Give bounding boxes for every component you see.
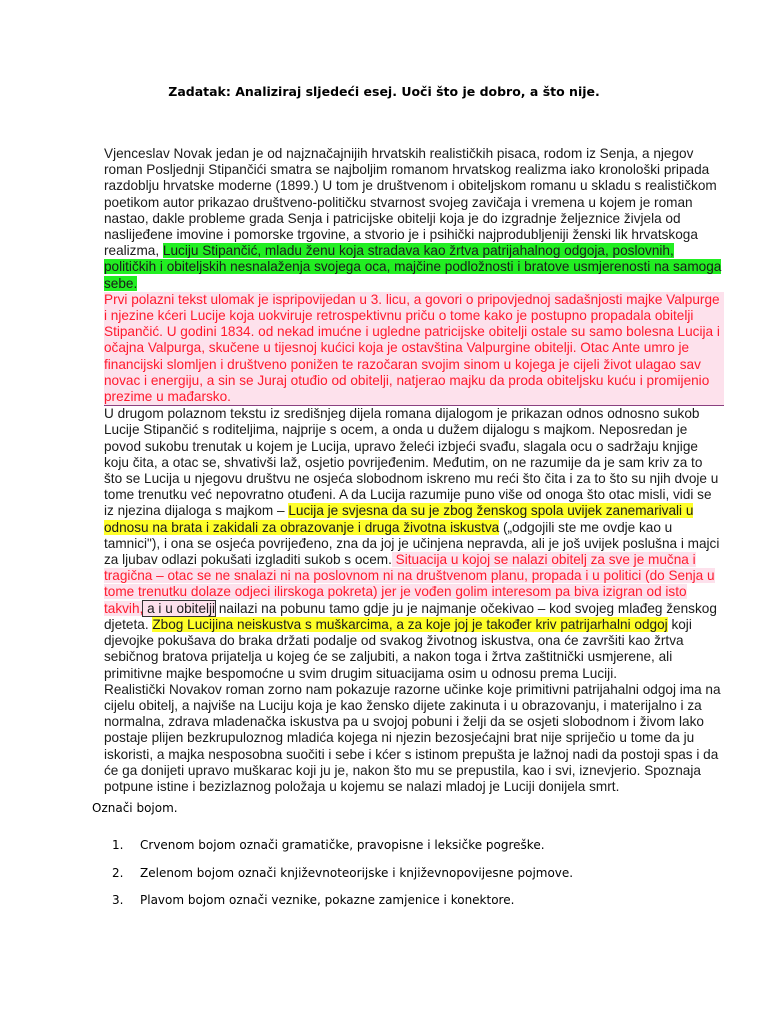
essay-text: U drugom polaznom tekstu iz središnjeg dijela romana dijalogom je prikazan odnos odnosno sukob Lucije Stipančić s roditeljima, najprije s ocem, a onda u dužem dijalogu s majkom. Neposredan je povod sukobu trenutak u kojem je Lucija, upravo želeći izbjeći svađu, slagala ocu o sadržaju knjige koju čita, a otac se, shvativši laž, osjetio povrijeđenim. Međutim, on ne razumije da je sam kriv za to što se Lucija u njegovu društvu ne osjeća slobodnom iskreno mu reći što čita i za to što su njih dvoje u tome trenutku već nepovratno otuđeni. A da Lucija razumije puno više od onoga što otac misli, vidi se iz njezina dijaloga s majkom – — [104, 406, 719, 519]
task-item — [112, 838, 712, 866]
essay-paragraph-3 — [104, 406, 724, 681]
selected-text: a i u obitelji — [143, 600, 216, 616]
task-number: 3. — [112, 893, 124, 907]
yellow-highlight: Zbog Lucijina neiskustva s muškarcima, a za koje joj je također kriv patrijarhalni odgoj — [152, 616, 668, 632]
task-text: Zelenom bojom označi književnoteorijske i književnopovijesne pojmove. — [140, 865, 574, 880]
essay-text: Vjenceslav Novak jedan je od najznačajnijih hrvatskih realističkih pisaca, rodom iz Senja, a njegov roman Posljednji Stipančići smatra se najboljim romanom hrvatskog realizma iako kronološki pripada razdoblju hrvatske moderne (1899.) U tom je društvenom i obiteljskom romanu u skladu s realističkom poetikom autor prikazao društveno-političku stvarnost svojeg zavičaja i vremena u kojem je roman nastao, dakle probleme grada Senja i patricijske obitelji koja je do izgradnje željeznice živjela od naslijeđene imovine i pomorske trgovine, a stvorio je i psihički najprodubljeniji ženski lik hrvatskoga realizma, — [104, 146, 717, 259]
essay-text: („odgojili ste me ovdje kao u tamnici"), i ona se osjeća povrijeđeno, zna da joj je učinjena nepravda, ali je još uvijek poslušna i majci za ljubav odlazi pokušati izgladiti sukob s ocem. — [104, 519, 720, 568]
page-title: Zadatak: Analiziraj sljedeći esej. Uoči što je dobro, a što nije. — [168, 84, 600, 99]
red-highlight: Situacija u kojoj se nalazi obitelj za sve je mučna i tragična – otac se ne snalazi ni na poslovnom ni na društvenom planu, propada i u politici (do Senja u tome trenutku dolaze odjeci ilirskoga pokreta) jer je vođen golim interesom pa biva izigran od isto takvih, — [104, 552, 715, 616]
task-item — [112, 893, 712, 921]
essay-paragraph-4: Realistički Novakov roman zorno nam pokazuje razorne učinke koje primitivni patrijahalni odgoj ima na cijelu obitelj, a najviše na Luciju koja je kao žensko dijete zakinuta i u obrazovanju, i materijalno i za normalna, zdrava mladenačka iskustva pa u svojoj pobuni i želji da se osjeti slobodnom i živom lako postaje plijen bezkrupuloznog mladića kojega ni njezin bezosjećajni brat nije spriječio u tome da ju iskoristi, a majka nesposobna suočiti i sebe i kćer s istinom prepušta je lažnoj nadi da postoji spas i da će ga donijeti upravo muškarac koji ju je, nakon što mu se prepustila, kao i svi, iznevjerio. Spoznaja potpune istine i bezizlaznog položaja u kojemu se nalazi mladoj je Luciji donijela smrt. — [104, 681, 721, 794]
task-number: 1. — [112, 838, 124, 852]
essay-text: nailazi na pobunu tamo gdje ju je najmanje očekivao – kod svojeg mlađeg ženskog djeteta. — [104, 600, 717, 632]
yellow-highlight: Lucija je svjesna da su je zbog ženskog spola uvijek zanemarivali u odnosu na brata i zakidali za obrazovanje i druga životna iskustva — [104, 503, 694, 535]
essay-paragraph-2-red: Prvi polazni tekst ulomak je ispripovijedan u 3. licu, a govori o pripovjednoj sadašnjosti majke Valpurge i njezine kćeri Lucije koja uokviruje retrospektivnu priču o tome kako je postupno propadala obitelji Stipančić. U godini 1834. od nekad imućne i ugledne patricijske obitelji ostale su samo bolesna Lucija i očajna Valpurga, skučene u tijesnoj kućici koja je ostavština Valpurgine obitelji. Otac Ante umro je financijski slomljen i društveno ponižen te razočaran svojim sinom u kojega je cijeli život ulagao sav novac i energiju, a sin se Juraj otuđio od obitelji, natjerao majku da proda obiteljsku kuću i promijenio prezime u mađarsko. — [104, 292, 724, 405]
instructions-heading: Označi bojom. — [92, 801, 178, 815]
task-list — [112, 838, 712, 921]
green-highlight: Luciju Stipančić, mladu ženu koja stradava kao žrtva patrijahalnog odgoja, poslovnih, političkih i obiteljskih nesnalaženja svojega oca, majčine podložnosti i bratove usmjerenosti na samoga sebe. — [104, 243, 722, 291]
essay-paragraph-1 — [104, 146, 724, 292]
task-item — [112, 866, 712, 894]
essay-image — [104, 146, 724, 795]
task-text: Crvenom bojom označi gramatičke, pravopisne i leksičke pogreške. — [140, 838, 545, 852]
task-number: 2. — [112, 865, 124, 880]
essay-text: koji djevojke pokušava do braka držati podalje od svakog životnog iskustva, ona će završiti kao žrtva sebičnog bratova prijatelja u kojeg će se zaljubiti, a nakon toga i žrtva zaštitnički usmjerene, ali primitivne majke bespomoćne u svim drugim situacijama osim u odnosu prema Luciji. — [104, 616, 692, 681]
task-text: Plavom bojom označi veznike, pokazne zamjenice i konektore. — [140, 893, 515, 907]
